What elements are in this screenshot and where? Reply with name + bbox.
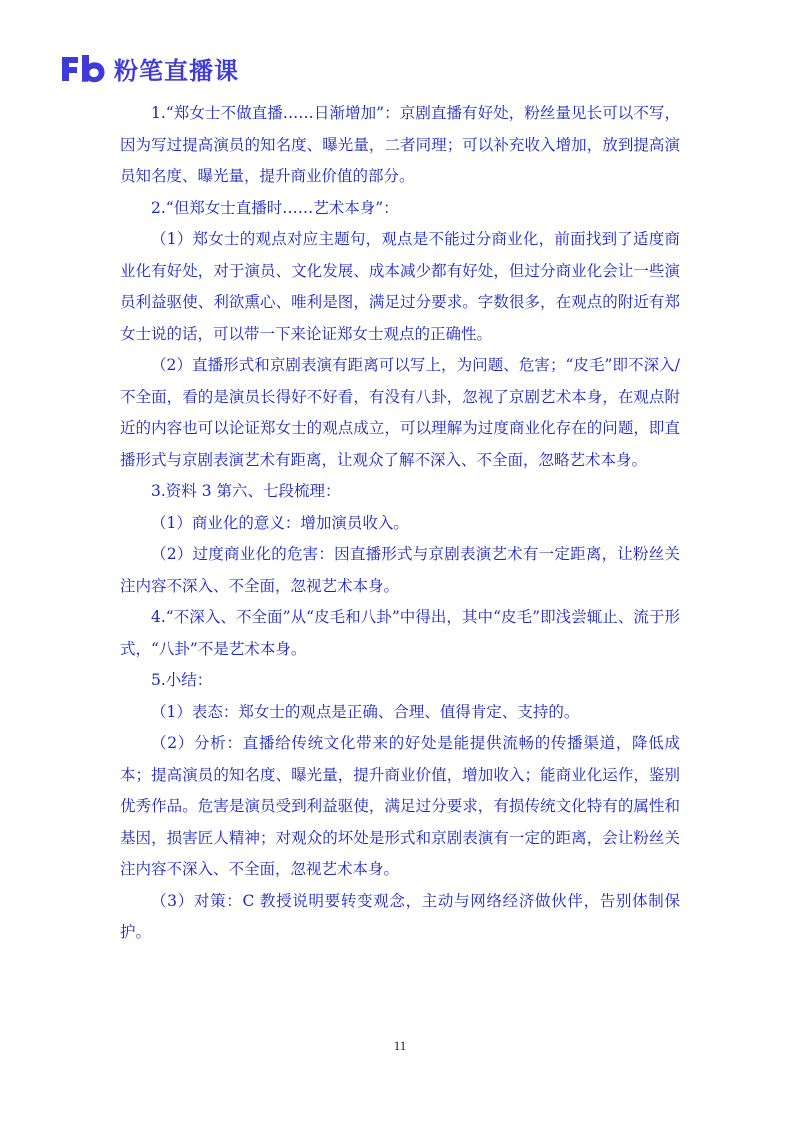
logo-text: 粉笔直播课 bbox=[114, 56, 239, 85]
paragraph: （1）商业化的意义：增加演员收入。 bbox=[151, 513, 409, 532]
page-number: 11 bbox=[393, 1038, 407, 1053]
document-body bbox=[120, 98, 680, 949]
paragraph: （1）表态：郑女士的观点是正确、合理、值得肯定、支持的。 bbox=[151, 702, 580, 721]
paragraph: 2.“但郑女士直播时……艺术本身”： bbox=[151, 198, 399, 217]
header-logo bbox=[60, 52, 239, 84]
fb-logo-icon bbox=[60, 53, 106, 83]
paragraph: （1）郑女士的观点对应主题句，观点是不能过分商业化，前面找到了适度商业化有好处，对于演员、文化发展、成本减少都有好处，但过分商业化会让一些演员利益驱使、利欲熏心、唯利是图，满足过分要求。字数很多，在观点的附近有郑女士说的话，可以带一下来论证郑女士观点的正确性。 bbox=[120, 230, 680, 343]
paragraph: （2）过度商业化的危害：因直播形式与京剧表演艺术有一定距离，让粉丝关注内容不深入、不全面，忽视艺术本身。 bbox=[120, 545, 680, 595]
paragraph: 1.“郑女士不做直播……日渐增加”：京剧直播有好处，粉丝量见长可以不写，因为写过提高演员的知名度、曝光量，二者同理；可以补充收入增加，放到提高演员知名度、曝光量，提升商业价值的部分。 bbox=[120, 104, 680, 185]
paragraph: 5.小结： bbox=[151, 671, 213, 689]
paragraph: （2）直播形式和京剧表演有距离可以写上，为问题、危害；“皮毛”即不深入/不全面，看的是演员长得好不好看，有没有八卦，忽视了京剧艺术本身，在观点附近的内容也可以论证郑女士的观点成立，可以理解为过度商业化存在的问题，即直播形式与京剧表演艺术有距离，让观众了解不深入、不全面，忽略艺术本身。 bbox=[120, 356, 680, 469]
paragraph: （3）对策：C 教授说明要转变观念，主动与网络经济做伙伴，告别体制保护。 bbox=[120, 891, 680, 941]
paragraph: 4.“不深入、不全面”从“皮毛和八卦”中得出，其中“皮毛”即浅尝辄止、流于形式，“八卦”不是艺术本身。 bbox=[120, 608, 680, 658]
paragraph: （2）分析：直播给传统文化带来的好处是能提供流畅的传播渠道，降低成本；提高演员的知名度、曝光量，提升商业价值，增加收入；能商业化运作，鉴别优秀作品。危害是演员受到利益驱使，满足过分要求，有损传统文化特有的属性和基因，损害匠人精神；对观众的坏处是形式和京剧表演有一定的距离，会让粉丝关注内容不深入、不全面，忽视艺术本身。 bbox=[120, 734, 680, 878]
paragraph: 3.资料 3 第六、七段梳理： bbox=[151, 482, 341, 500]
